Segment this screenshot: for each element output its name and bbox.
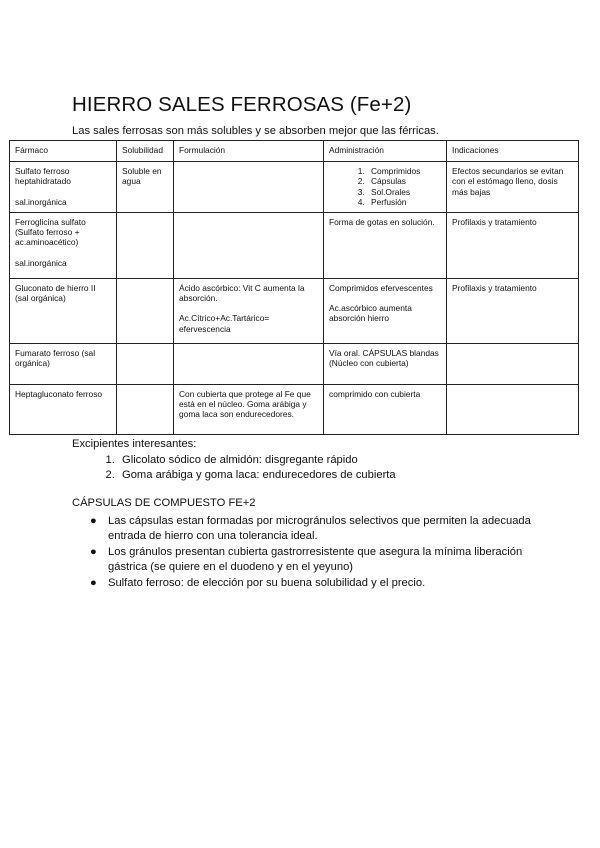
- cell-formulacion: [174, 343, 324, 384]
- cell-administracion: [324, 343, 447, 384]
- cell-formulacion: [174, 278, 324, 343]
- cell-farmaco: [10, 343, 117, 384]
- list-item: 2. Cápsulas: [367, 176, 441, 186]
- list-item: [90, 545, 532, 576]
- cell-administracion: [324, 384, 447, 434]
- list-item: [90, 514, 532, 545]
- list-item-text: Las cápsulas estan formadas por microgránulos selectivos que permiten la adecuada entrada de hierro con una tolerancia ideal.: [108, 514, 531, 542]
- farmaco-type: sal.inorgánica: [15, 257, 67, 268]
- header-solubilidad: Solubilidad: [117, 141, 174, 162]
- farmaco-type: sal.inorgánica: [15, 196, 67, 207]
- bullet-icon: ●: [90, 545, 97, 558]
- formulation-text: Ácido ascórbico: Vit C aumenta la absorción.: [179, 282, 305, 304]
- list-item: [90, 576, 532, 592]
- cell-farmaco: [10, 384, 117, 434]
- header-indicaciones: Indicaciones: [447, 141, 579, 162]
- cell-indicaciones: Profilaxis y tratamiento: [447, 212, 579, 278]
- list-item-text: Los gránulos presentan cubierta gastrorresistente que asegura la mínima liberación gástrica (se quiere en el duodeno y en el yeyuno): [108, 545, 523, 573]
- cell-farmaco: [10, 212, 117, 278]
- table-row: [10, 162, 579, 213]
- list-item: 1. Glicolato sódico de almidón: disgregante rápido: [118, 453, 396, 469]
- cell-solubilidad: [117, 278, 174, 343]
- table-row: [10, 343, 579, 384]
- farmaco-name: Ferroglicina sulfato (Sulfato ferroso + ac.aminoacético): [15, 216, 86, 248]
- cell-indicaciones: Profilaxis y tratamiento: [447, 278, 579, 343]
- list-item: 3. Sol.Orales: [367, 187, 441, 197]
- list-item: 1. Comprimidos: [367, 166, 441, 176]
- administration-text: Vía oral. CÁPSULAS blandas (Núcleo con cubierta): [329, 347, 439, 369]
- table-row: [10, 212, 579, 278]
- table-header-row: [10, 141, 579, 162]
- page-title: HIERRO SALES FERROSAS (Fe+2): [72, 93, 412, 116]
- capsules-list: [72, 514, 532, 592]
- list-item: 4. Perfusión: [367, 197, 441, 207]
- cell-solubilidad: [117, 212, 174, 278]
- header-administracion: Administración: [324, 141, 447, 162]
- cell-solubilidad: Soluble en agua: [117, 162, 174, 213]
- header-formulacion: Formulación: [174, 141, 324, 162]
- capsules-heading: CÁPSULAS DE COMPUESTO FE+2: [72, 497, 256, 509]
- administration-list: [329, 166, 441, 208]
- cell-indicaciones: Efectos secundarios se evitan con el estómago lleno, dosis más bajas: [447, 162, 579, 213]
- farmaco-name: Heptagluconato ferroso: [15, 388, 103, 399]
- list-item: 2. Goma arábiga y goma laca: endurecedores de cubierta: [118, 468, 396, 484]
- farmaco-name: Fumarato ferroso (sal orgánica): [15, 347, 96, 369]
- excipients-list: [72, 453, 396, 484]
- list-item-text: Sulfato ferroso: de elección por su buena solubilidad y el precio.: [108, 576, 426, 589]
- cell-formulacion: [174, 162, 324, 213]
- cell-formulacion: [174, 384, 324, 434]
- administration-text: Ac.ascórbico aumenta absorción hierro: [329, 303, 412, 324]
- farmaco-name: Sulfato ferroso heptahidratado: [15, 166, 71, 187]
- bullet-icon: ●: [90, 576, 97, 589]
- intro-text: Las sales ferrosas son más solubles y se absorben mejor que las férricas.: [72, 125, 439, 137]
- cell-administracion: [324, 162, 447, 213]
- cell-administracion: [324, 278, 447, 343]
- capsules-section: [72, 496, 532, 591]
- cell-indicaciones: [447, 384, 579, 434]
- cell-farmaco: [10, 162, 117, 213]
- table-row: [10, 278, 579, 343]
- administration-text: Comprimidos efervescentes: [329, 282, 433, 293]
- farmaco-name: Gluconato de hierro II (sal orgánica): [15, 282, 96, 304]
- cell-farmaco: [10, 278, 117, 343]
- excipients-section: [72, 437, 396, 484]
- cell-indicaciones: [447, 343, 579, 384]
- formulation-text: Ac.Cítrico+Ac.Tartárico= efervescencia: [179, 313, 270, 334]
- formulation-text: Con cubierta que protege al Fe que está en el núcleo. Goma arábiga y goma laca son endurecedores.: [179, 388, 311, 420]
- table-row: [10, 384, 579, 434]
- excipients-heading: Excipientes interesantes:: [72, 438, 197, 450]
- header-farmaco: Fármaco: [10, 141, 117, 162]
- bullet-icon: ●: [90, 514, 97, 527]
- cell-solubilidad: [117, 384, 174, 434]
- cell-formulacion: [174, 212, 324, 278]
- administration-text: Forma de gotas en solución.: [329, 216, 435, 227]
- administration-text: comprimido con cubierta: [329, 388, 421, 399]
- iron-salts-table: [9, 140, 579, 435]
- cell-administracion: [324, 212, 447, 278]
- cell-solubilidad: [117, 343, 174, 384]
